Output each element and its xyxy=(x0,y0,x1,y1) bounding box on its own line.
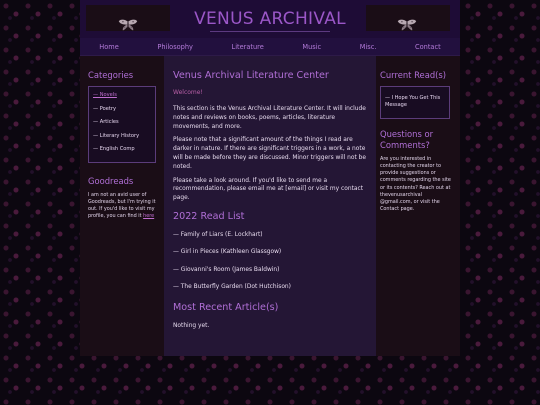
current-read-item[interactable]: — I Hope You Get This Message xyxy=(385,95,441,109)
questions-heading: Questions or Comments? xyxy=(380,128,434,150)
content-columns xyxy=(80,56,460,356)
page-title: Venus Archival Literature Center xyxy=(173,70,329,81)
main-nav xyxy=(80,38,460,56)
goodreads-text xyxy=(88,192,156,221)
current-reads-heading: Current Read(s) xyxy=(380,70,447,80)
moth-icon xyxy=(366,5,450,31)
trigger-note-paragraph: Please note that a significant amount of the things I read are darker in nature. If there are significant triggers in a work, a note will be made before they are discussed. Minor triggers will not be noted. xyxy=(173,137,367,170)
questions-text: Are you interested in contacting the creator to provide suggestions or comments regarding the site or its contents? Reach out at thevenusarchival @gmail.com, or visit the Contact page. xyxy=(380,155,451,213)
articles-heading: Most Recent Article(s) xyxy=(173,301,279,313)
category-poetry[interactable]: — Poetry xyxy=(93,105,116,112)
list-item: — Girl in Pieces (Kathleen Glassgow) xyxy=(173,249,282,256)
nav-contact[interactable]: Contact xyxy=(415,42,441,51)
title-divider xyxy=(210,31,330,32)
goodreads-heading: Goodreads xyxy=(88,175,134,186)
list-item: — Giovanni's Room (James Baldwin) xyxy=(173,266,280,273)
category-articles[interactable]: — Articles xyxy=(93,119,119,125)
category-novels[interactable]: — Novels xyxy=(93,92,117,98)
articles-text: Nothing yet. xyxy=(173,322,210,329)
goodreads-link[interactable]: here xyxy=(143,213,155,220)
nav-music[interactable]: Music xyxy=(302,42,322,51)
categories-heading: Categories xyxy=(88,70,134,80)
site-header xyxy=(80,0,460,38)
site-title: VENUS ARCHIVAL xyxy=(194,9,346,29)
page-container xyxy=(80,0,460,356)
category-literary-history[interactable]: — Literary History xyxy=(93,132,140,139)
categories-list xyxy=(88,86,156,163)
right-sidebar xyxy=(376,56,460,356)
main-content xyxy=(164,56,376,356)
nav-misc[interactable]: Misc. xyxy=(359,42,377,51)
nav-home[interactable]: Home xyxy=(99,42,119,51)
readlist-heading: 2022 Read List xyxy=(173,210,245,222)
left-sidebar xyxy=(80,56,164,356)
nav-philosophy[interactable]: Philosophy xyxy=(157,42,193,51)
current-reads-box xyxy=(380,86,450,119)
nav-literature[interactable]: Literature xyxy=(231,42,264,51)
contact-paragraph: Please take a look around. If you'd like to send me a recommendation, please email me at [email] or visit my contact page. xyxy=(173,177,364,202)
category-english-comp[interactable]: — English Comp xyxy=(93,146,135,152)
list-item: — The Butterfly Garden (Dot Hutchison) xyxy=(173,284,291,291)
welcome-text: Welcome! xyxy=(173,89,203,96)
goodreads-description: I am not an avid user of Goodreads, but I'm trying it out. If you'd like to visit my profile, you can find it xyxy=(88,191,156,220)
list-item: — Family of Liars (E. Lockhart) xyxy=(173,231,263,238)
intro-paragraph: This section is the Venus Archival Literature Center. It will include notes and reviews on books, poems, articles, literature movements, and more. xyxy=(173,106,366,130)
